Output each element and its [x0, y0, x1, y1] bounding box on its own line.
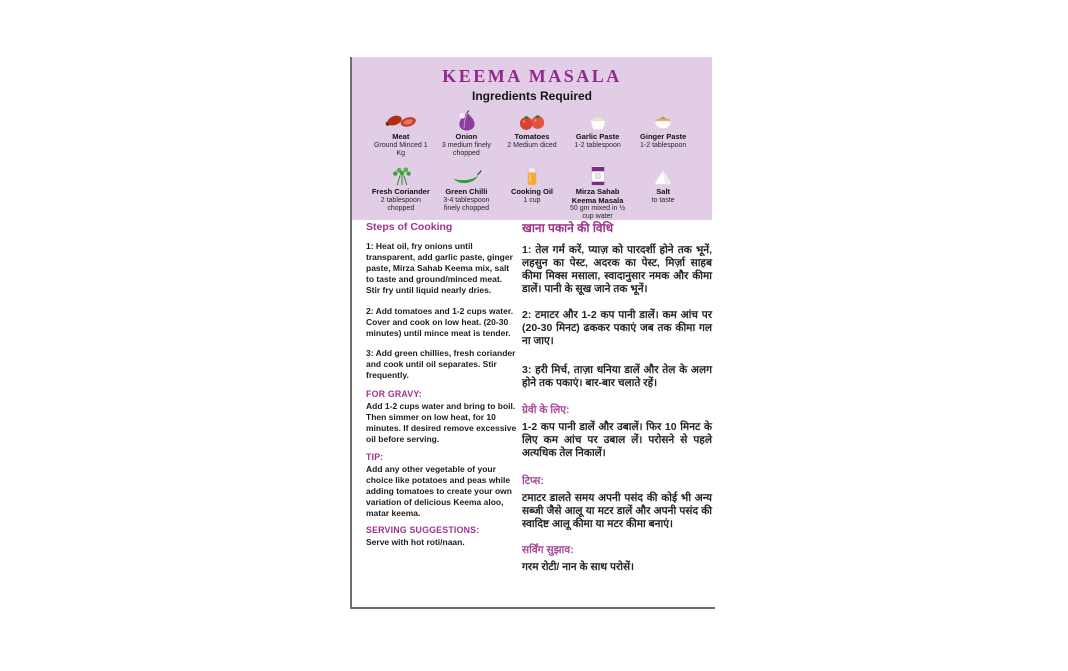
tomatoes-icon	[515, 112, 549, 131]
hindi-instructions-column	[522, 222, 712, 574]
steps-of-cooking-heading: Steps of Cooking	[366, 221, 453, 233]
ingredient-desc: 3-4 tablespoon finely chopped	[443, 196, 490, 212]
ingredient-desc: 3 medium finely chopped	[441, 141, 491, 157]
ingredients-grid	[352, 103, 712, 222]
ingredient-desc: 50 gm mixed in ½ cup water	[569, 205, 626, 221]
green-chilli-icon	[448, 169, 484, 186]
ingredients-panel	[352, 57, 712, 220]
product-title: KEEMA MASALA	[442, 66, 622, 86]
ingredient-desc: 2 tablespoon chopped	[380, 196, 421, 212]
onion-icon	[451, 110, 481, 131]
english-step-1: 1: Heat oil, fry onions until transparent, add garlic paste, ginger paste, Mirza Sahab Keema mix, salt to taste and ground/minced meat. Stir fry until liquid nearly dries.	[366, 241, 513, 295]
english-step-2: 2: Add tomatoes and 1-2 cups water. Cover and cook on low heat. (20-30 minutes) until mince meat is tender.	[366, 306, 514, 338]
ingredient-tomatoes	[501, 110, 563, 158]
ingredient-name: Onion	[455, 132, 478, 141]
garlic-paste-icon	[583, 112, 613, 131]
for-gravy-heading: FOR GRAVY:	[366, 389, 422, 399]
ingredient-desc: 1-2 tablespoon	[574, 141, 621, 149]
ingredient-desc: Ground Minced 1 Kg	[373, 141, 428, 157]
hindi-tip-text: टमाटर डालते समय अपनी पसंद की कोई भी अन्य सब्जी जैसे आलू या मटर डालें और अपनी पसंद की स्वादिष्ट आलू कीमा या मटर कीमा बनाएं।	[522, 492, 712, 530]
hindi-tip-heading: टिप्स:	[522, 475, 544, 487]
tip-heading: TIP:	[366, 452, 384, 462]
ingredient-fresh-coriander	[370, 165, 432, 222]
hindi-for-gravy-text: 1-2 कप पानी डालें और उबालें। फिर 10 मिनट के लिए कम आंच पर उबाल लें। परोसने से पहले अत्यधिक तेल निकालें।	[522, 421, 712, 459]
ingredient-name: Green Chilli	[445, 187, 488, 197]
tip-text: Add any other vegetable of your choice like potatoes and peas while adding tomatoes to create your own variation of delicious Keema aloo, matar keema.	[366, 464, 512, 518]
ingredient-name: Salt	[656, 187, 671, 197]
ingredient-name: Ginger Paste	[640, 132, 687, 141]
ingredient-name: Meat	[392, 132, 410, 141]
ingredient-meat	[370, 110, 432, 158]
ingredient-garlic-paste	[567, 110, 629, 158]
salt-icon	[650, 169, 676, 186]
ginger-paste-icon	[648, 114, 678, 131]
serving-suggestions-text: Serve with hot roti/naan.	[366, 537, 465, 547]
ingredient-name: Tomatoes	[514, 132, 550, 141]
bottom-border-line	[350, 607, 715, 609]
serving-suggestions-heading: SERVING SUGGESTIONS:	[366, 525, 480, 535]
hindi-serving-heading: सर्विंग सुझाव:	[522, 544, 574, 556]
ingredient-salt	[632, 165, 694, 222]
hindi-for-gravy-heading: ग्रेवी के लिए:	[522, 404, 570, 416]
ingredient-desc: to taste	[651, 196, 675, 204]
masala-packet-icon	[588, 165, 608, 186]
ingredient-name: Garlic Paste	[575, 132, 620, 141]
for-gravy-text: Add 1-2 cups water and bring to boil. Then simmer on low heat, for 10 minutes. If desired remove excessive oil before serving.	[366, 401, 517, 444]
english-instructions-column	[366, 222, 518, 548]
coriander-icon	[386, 165, 416, 186]
hindi-steps-heading: खाना पकाने की विधि	[522, 221, 614, 235]
hindi-step-2: 2: टमाटर और 1-2 कप पानी डालें। कम आंच पर (20-30 मिनट) ढककर पकाएं जब तक कीमा गल ना जाए।	[522, 309, 712, 347]
ingredient-desc: 1-2 tablespoon	[640, 141, 687, 149]
hindi-step-3: 3: हरी मिर्च, ताज़ा धनिया डालें और तेल के अलग होने तक पकाएं। बार-बार चलाते रहें।	[522, 364, 712, 389]
hindi-step-1: 1: तेल गर्म करें, प्याज़ को पारदर्शी होने तक भूनें, लहसुन का पेस्ट, अदरक का पेस्ट, मिर्ज़ा साहब कीमा मिक्स मसाला, स्वादानुसार नमक और कीमा डालें। पानी के सूख जाने तक भूनें।	[522, 244, 712, 295]
ingredient-name: Cooking Oil	[510, 187, 554, 197]
ingredient-cooking-oil	[501, 165, 563, 222]
ingredient-name: Mirza Sahab Keema Masala	[571, 187, 624, 205]
ingredient-green-chilli	[436, 165, 498, 222]
ingredient-desc: 2 Medium diced	[507, 141, 557, 149]
hindi-serving-text: गरम रोटी/ नान के साथ परोसें।	[522, 561, 635, 573]
english-step-3: 3: Add green chillies, fresh coriander and cook until oil separates. Stir frequently.	[366, 348, 516, 380]
ingredient-ginger-paste	[632, 110, 694, 158]
ingredient-keema-masala-packet	[567, 165, 629, 222]
cooking-oil-icon	[520, 165, 544, 186]
ingredient-desc: 1 cup	[523, 196, 541, 204]
meat-icon	[382, 111, 420, 131]
ingredients-heading: Ingredients Required	[471, 89, 593, 103]
ingredient-onion	[436, 110, 498, 158]
ingredient-name: Fresh Coriander	[371, 187, 430, 197]
